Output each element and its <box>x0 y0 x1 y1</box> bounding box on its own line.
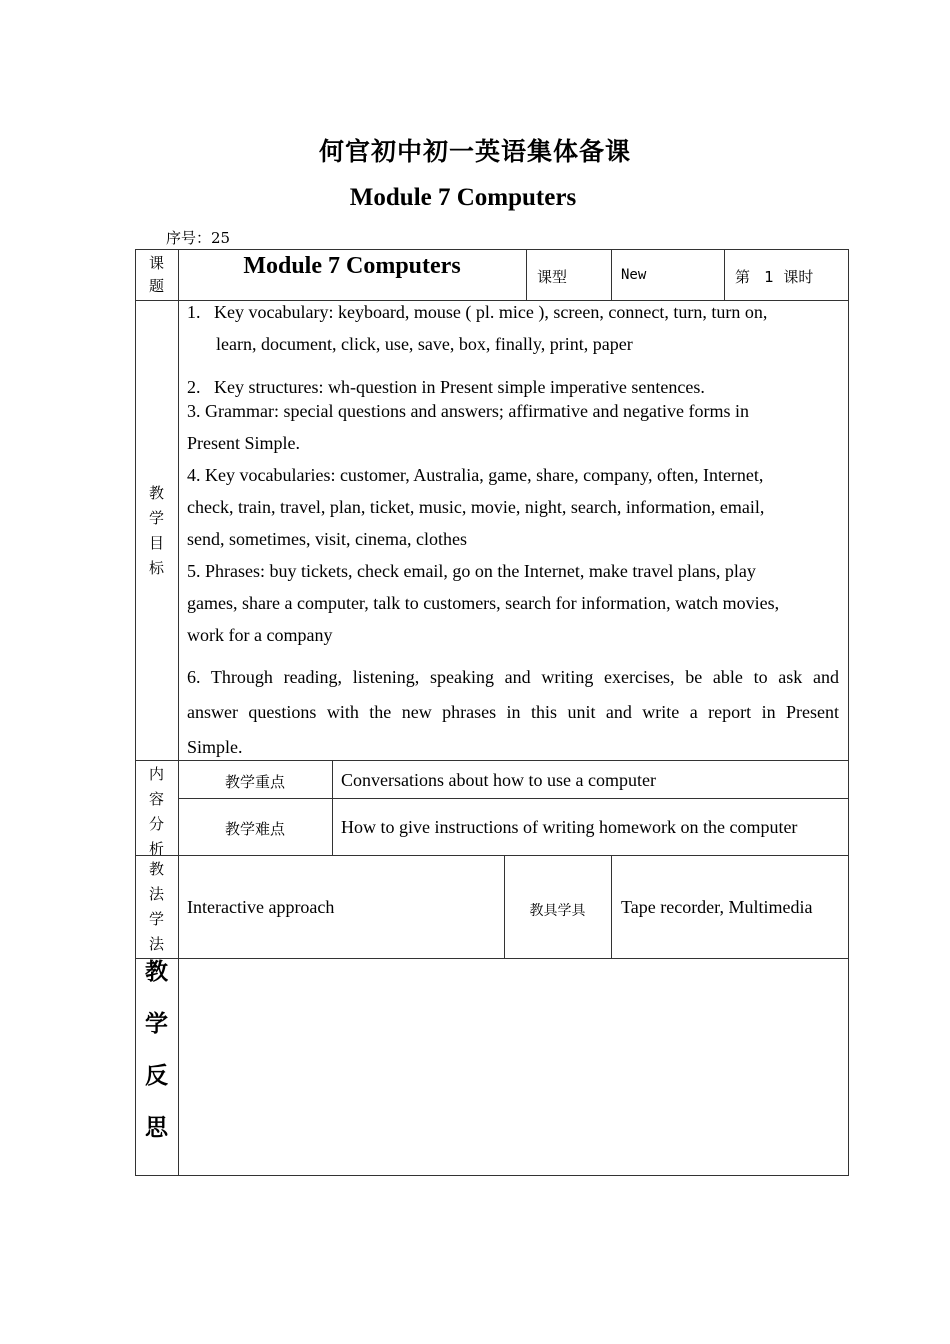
objective-line: games, share a computer, talk to customers, search for information, watch movies, <box>187 593 780 613</box>
lesson-type-value: New <box>621 267 647 283</box>
objective-line: 6. Through reading, listening, speaking and writing exercises, be able to ask and <box>187 667 839 687</box>
lesson-period: 第 1 课时 <box>735 268 814 286</box>
objective-line: Present Simple. <box>187 433 300 453</box>
content-analysis-label: 内 容 分 析 <box>148 765 164 855</box>
objective-line: send, sometimes, visit, cinema, clothes <box>187 529 467 549</box>
objective-line: check, train, travel, plan, ticket, music, movie, night, search, information, email, <box>187 497 765 517</box>
row-divider <box>135 855 849 856</box>
objective-line: learn, document, click, use, save, box, finally, print, paper <box>216 334 633 354</box>
difficulty-label: 教学难点 <box>224 820 285 838</box>
column-divider <box>332 760 333 856</box>
document-title-chinese: 何官初中初一英语集体备课 <box>318 137 631 166</box>
difficulty-value: How to give instructions of writing homework on the computer <box>341 817 798 837</box>
document-title-english: Module 7 Computers <box>349 184 577 211</box>
method-label: 教 法 学 法 <box>148 860 164 953</box>
column-divider <box>611 855 612 959</box>
objective-line: 5. Phrases: buy tickets, check email, go on the Internet, make travel plans, play <box>187 561 756 581</box>
reflection-label: 教 学 反 思 <box>145 959 168 1141</box>
key-point-label: 教学重点 <box>224 773 285 791</box>
topic-value: Module 7 Computers <box>243 253 461 279</box>
topic-label: 课 题 <box>148 254 164 295</box>
tools-label: 教具学具 <box>529 903 586 919</box>
objective-line: 4. Key vocabularies: customer, Australia, game, share, company, often, Internet, <box>187 465 764 485</box>
column-divider <box>724 249 725 301</box>
objective-line: 2. Key structures: wh-question in Present simple imperative sentences. <box>187 377 705 397</box>
method-value: Interactive approach <box>187 897 335 917</box>
key-point-value: Conversations about how to use a computer <box>341 770 656 790</box>
objective-line: 1. Key vocabulary: keyboard, mouse ( pl. mice ), screen, connect, turn, turn on, <box>187 302 768 322</box>
tools-value: Tape recorder, Multimedia <box>621 897 813 917</box>
column-divider <box>526 249 527 301</box>
column-divider <box>611 249 612 301</box>
objective-line: 3. Grammar: special questions and answers; affirmative and negative forms in <box>187 401 749 421</box>
objective-line: answer questions with the new phrases in this unit and write a report in Present <box>187 702 839 722</box>
lesson-type-label: 课型 <box>537 268 568 286</box>
objective-line: Simple. <box>187 737 243 757</box>
reflection-content-area[interactable] <box>179 959 848 1175</box>
objectives-label: 教 学 目 标 <box>148 484 164 577</box>
objective-line: work for a company <box>187 625 333 645</box>
row-divider <box>178 798 849 799</box>
serial-number: 序号：25 <box>166 229 231 247</box>
